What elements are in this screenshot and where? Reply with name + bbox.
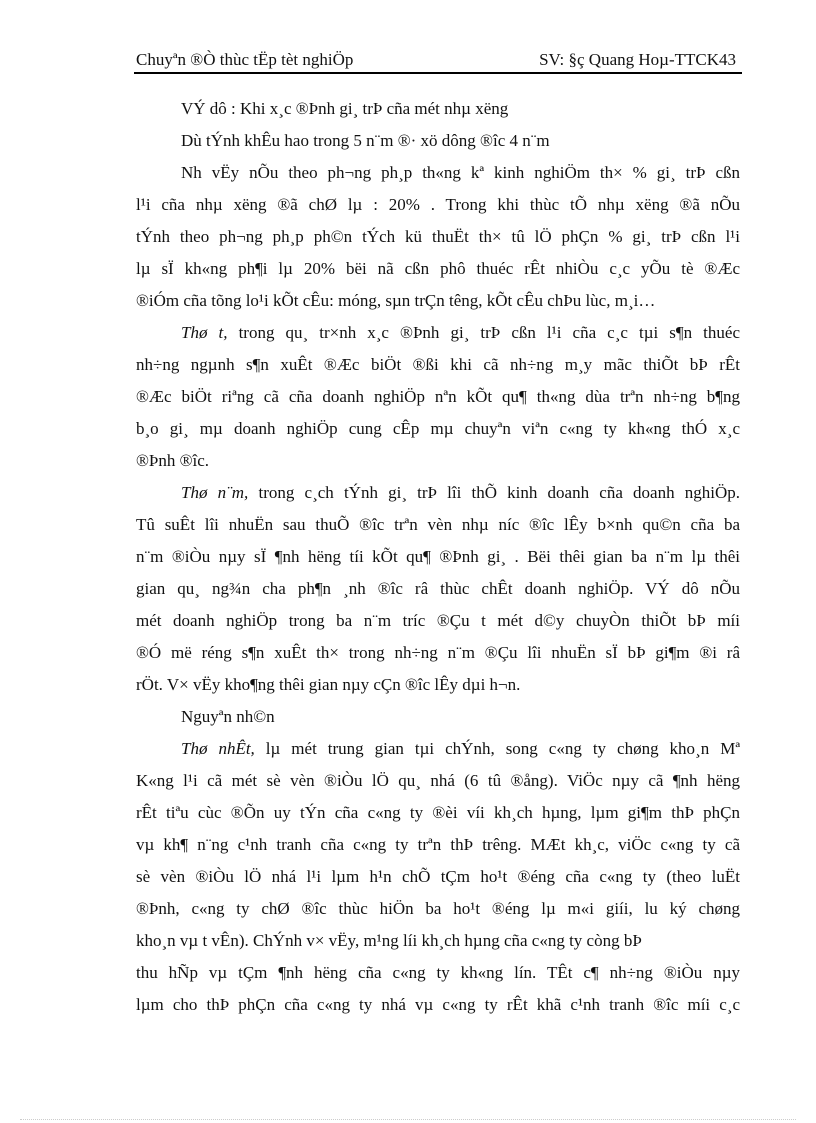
line-text: rÊt tiªu cùc ®Õn uy tÝn cña c«ng ty ®èi víi kh¸ch hµng, lµm gi¶m thÞ phÇn	[136, 803, 740, 822]
line-text: rÖt. V× vËy kho¶ng thêi gian nµy cÇn ®îc lÊy dµi h¬n.	[136, 675, 521, 694]
text-line	[136, 797, 740, 829]
line-text: trong c¸ch tÝnh gi¸ trÞ lîi thÕ kinh doanh cña doanh nghiÖp.	[248, 483, 740, 502]
text-line	[136, 285, 740, 317]
text-line	[136, 477, 740, 509]
text-line	[136, 957, 740, 989]
text-line	[136, 605, 740, 637]
text-line	[136, 445, 740, 477]
text-line	[136, 541, 740, 573]
text-line	[136, 861, 740, 893]
text-line	[136, 637, 740, 669]
text-line	[136, 573, 740, 605]
text-line	[136, 669, 740, 701]
text-line	[136, 925, 740, 957]
text-line	[136, 733, 740, 765]
header-author: SV: §ç Quang Hoµ-TTCK43	[539, 50, 736, 69]
header-divider	[134, 72, 742, 74]
line-text: lµ sÏ kh«ng ph¶i lµ 20% bëi nã cßn phô thuéc rÊt nhiÒu c¸c yÕu tè ®Æc	[136, 259, 740, 278]
text-line	[136, 157, 740, 189]
text-line	[136, 893, 740, 925]
line-text: Nguyªn nh©n	[181, 707, 275, 726]
text-line	[136, 413, 740, 445]
line-text: ®Ó më réng s¶n xuÊt th× trong nh÷ng n¨m ®Çu lîi nhuËn sÏ bÞ gi¶m ®i râ	[136, 643, 740, 662]
line-text: lµ mét trung gian tµi chÝnh, song c«ng ty chøng kho¸n Mª	[254, 739, 740, 758]
line-text: nh÷ng ngµnh s¶n xuÊt ®Æc biÖt ®ßi khi cã nh÷ng m¸y mãc thiÕt bÞ rÊt	[136, 355, 740, 374]
text-line	[136, 189, 740, 221]
text-line	[136, 253, 740, 285]
text-line	[136, 701, 740, 733]
line-text: thu hÑp vµ tÇm ¶nh hëng cña c«ng ty kh«ng lín. TÊt c¶ nh÷ng ®iÒu nµy	[136, 963, 740, 982]
line-text: kho¸n vµ t vÊn). ChÝnh v× vËy, m¹ng líi kh¸ch hµng cña c«ng ty còng bÞ	[136, 931, 642, 950]
line-text: K«ng l¹i cã mét sè vèn ®iÒu lÖ qu¸ nhá (6 tû ®ång). ViÖc nµy cã ¶nh hëng	[136, 771, 740, 790]
text-line	[136, 509, 740, 541]
line-text: ®Þnh ®îc.	[136, 451, 210, 470]
text-line	[136, 829, 740, 861]
line-text: ®Þnh, c«ng ty chØ ®îc thùc hiÖn ba ho¹t ®éng lµ m«i giíi, lu ký chøng	[136, 899, 740, 918]
line-text: b¸o gi¸ mµ doanh nghiÖp cung cÊp mµ chuyªn viªn c«ng ty kh«ng thÓ x¸c	[136, 419, 740, 438]
paragraph-label: Thø nhÊt,	[181, 739, 255, 758]
paragraph-label: Thø n¨m,	[181, 483, 249, 502]
text-line	[136, 349, 740, 381]
line-text: sè vèn ®iÒu lÖ nhá l¹i lµm h¹n chÕ tÇm ho¹t ®éng cña c«ng ty (theo luËt	[136, 867, 740, 886]
line-text: Tû suÊt lîi nhuËn sau thuÕ ®îc trªn vèn nhµ níc ®îc lÊy b×nh qu©n cña ba	[136, 515, 740, 534]
line-text: ®iÓm cña tõng lo¹i kÕt cÊu: móng, sµn trÇn têng, kÕt cÊu chÞu lùc, m¸i…	[136, 291, 656, 310]
line-text: trong qu¸ tr×nh x¸c ®Þnh gi¸ trÞ cßn l¹i cña c¸c tµi s¶n thuéc	[227, 323, 740, 342]
line-text: VÝ dô : Khi x¸c ®Þnh gi¸ trÞ cña mét nhµ xëng	[181, 99, 509, 118]
line-text: Nh vËy nÕu theo ph¬ng ph¸p th«ng kª kinh nghiÖm th× % gi¸ trÞ cßn	[181, 163, 740, 182]
text-line	[136, 221, 740, 253]
line-text: n¨m ®iÒu nµy sÏ ¶nh hëng tíi kÕt qu¶ ®Þnh gi¸ . Bëi thêi gian ba n¨m lµ thêi	[136, 547, 740, 566]
paragraph-label: Thø t,	[181, 323, 228, 342]
text-line	[136, 381, 740, 413]
text-line	[136, 765, 740, 797]
page-header	[136, 50, 740, 72]
text-line	[136, 93, 740, 125]
line-text: gian qu¸ ng¾n cha ph¶n ¸nh ®îc râ thùc chÊt doanh nghiÖp. VÝ dô nÕu	[136, 579, 740, 598]
document-body	[136, 93, 740, 1021]
line-text: mét doanh nghiÖp trong ba n¨m tríc ®Çu t mét d©y chuyÒn thiÕt bÞ míi	[136, 611, 740, 630]
header-title: Chuyªn ®Ò thùc tËp tèt nghiÖp	[136, 50, 354, 69]
text-line	[136, 125, 740, 157]
line-text: tÝnh theo ph¬ng ph¸p ph©n tÝch kü thuËt th× tû lÖ phÇn % gi¸ trÞ cßn l¹i	[136, 227, 740, 246]
line-text: l¹i cña nhµ xëng ®ã chØ lµ : 20% . Trong khi thùc tÕ nhµ xëng ®ã nÕu	[136, 195, 740, 214]
page-bottom-edge	[20, 1119, 796, 1120]
line-text: lµm cho thÞ phÇn cña c«ng ty nhá vµ c«ng ty rÊt khã c¹nh tranh ®îc míi c¸c	[136, 995, 740, 1014]
text-line	[136, 989, 740, 1021]
line-text: vµ kh¶ n¨ng c¹nh tranh cña c«ng ty trªn thÞ trêng. MÆt kh¸c, viÖc c«ng ty cã	[136, 835, 740, 854]
line-text: ®Æc biÖt riªng cã cña doanh nghiÖp nªn kÕt qu¶ th«ng dùa trªn nh÷ng b¶ng	[136, 387, 740, 406]
text-line	[136, 317, 740, 349]
line-text: Dù tÝnh khÊu hao trong 5 n¨m ®· xö dông ®îc 4 n¨m	[181, 131, 550, 150]
